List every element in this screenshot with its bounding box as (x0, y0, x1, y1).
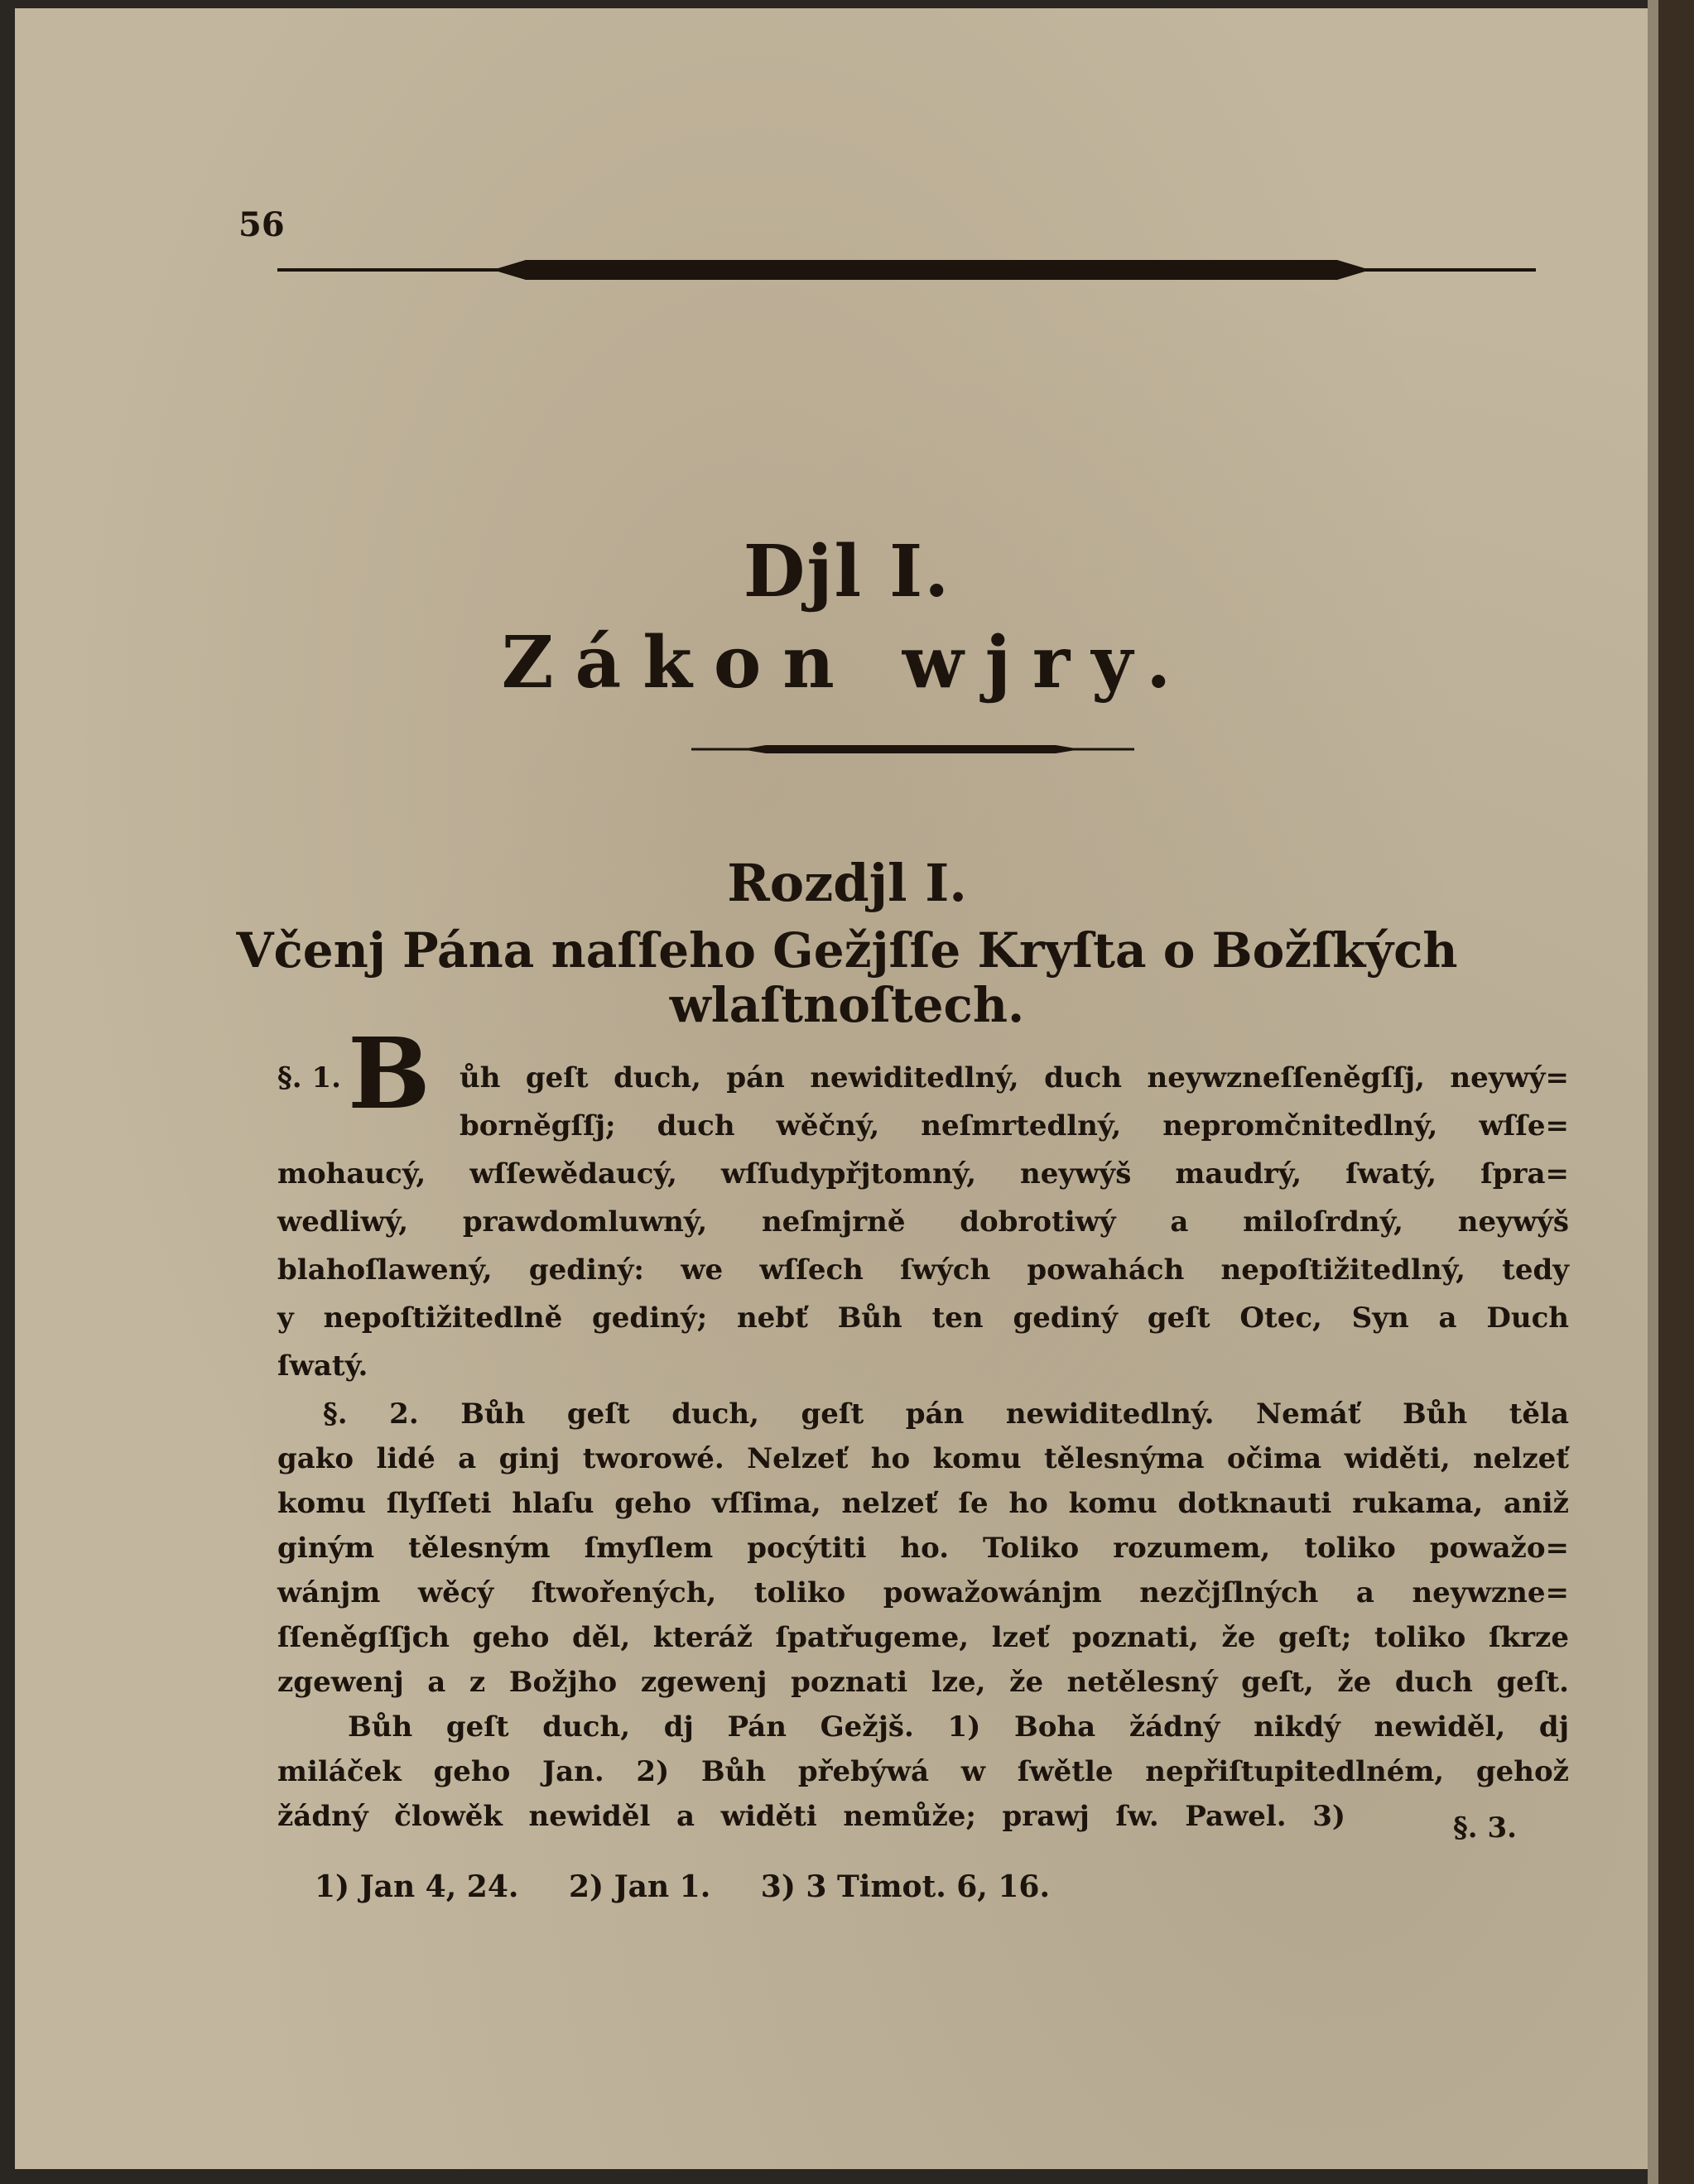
paragraph-line: wedliwý, prawdomluwný, neſmjrně dobrotiwý a miloſrdný, neywýš (277, 1205, 1569, 1239)
paragraph-line: mohaucý, wſſewědaucý, wſſudypřjtomný, neywýš maudrý, ſwatý, ſpra= (277, 1157, 1569, 1191)
chapter-title (0, 923, 1694, 1032)
paragraph-line: miláček geho Jan. 2) Bůh přebýwá w ſwětle nepřiſtupitedlném, gehož (277, 1755, 1569, 1788)
paragraph-line: ſwatý. (277, 1349, 368, 1383)
title-ornament-rule (691, 743, 1134, 755)
footnote: 1) Jan 4, 24. (315, 1869, 519, 1904)
paragraph-mark: §. 1. (277, 1061, 341, 1094)
drop-cap: B (348, 1016, 431, 1131)
paragraph-line: borněgſſj; duch wěčný, neſmrtedlný, nepromčnitedlný, wſſe= (460, 1109, 1569, 1143)
page-number: 56 (238, 205, 285, 244)
part-title: Djl I. (743, 530, 951, 613)
paragraph-line: gako lidé a ginj tworowé. Nelzeť ho komu tělesnýma očima widěti, nelzeť (277, 1442, 1569, 1475)
paragraph-line: blahoſlawený, gediný: we wſſech ſwých powahách nepoſtižitedlný, tedy (277, 1253, 1569, 1287)
paragraph-line: ſſeněgſſjch geho děl, kteráž ſpatřugeme, lzeť poznati, že geſt; toliko ſkrze (277, 1621, 1569, 1654)
book-gutter (1658, 0, 1694, 2184)
paragraph-line: Bůh geſt duch, dj Pán Gežjš. 1) Boha žádný nikdý newiděl, dj (348, 1710, 1569, 1744)
paragraph-line: wánjm wěcý ſtwořených, toliko powažowánjm nezčjſlných a neywzne= (277, 1576, 1569, 1609)
chapter-title-line: Včenj Pána naſſeho Gežjſſe Kryſta o Božſkých (236, 922, 1458, 979)
footnote: 2) Jan 1. (568, 1869, 711, 1904)
footnote: 3) 3 Timot. 6, 16. (760, 1869, 1051, 1904)
section-title: Zákon wjry. (501, 621, 1193, 705)
paragraph-line: giným tělesným ſmyſlem pocýtiti ho. Toliko rozumem, toliko powažo= (277, 1532, 1569, 1565)
paragraph-line: zgewenj a z Božjho zgewenj poznati lze, že netělesný geſt, že duch geſt. (277, 1666, 1569, 1699)
paragraph-line: y nepoſtižitedlně gediný; nebť Bůh ten gediný geſt Otec, Syn a Duch (277, 1301, 1569, 1335)
chapter-number: Rozdjl I. (727, 853, 967, 913)
paragraph-line: žádný člowěk newiděl a widěti nemůže; prawj ſw. Pawel. 3) (277, 1800, 1345, 1833)
catchword: §. 3. (1453, 1811, 1517, 1845)
header-ornament-rule (277, 257, 1536, 283)
paragraph-line: komu ſlyſſeti hlaſu geho vſſima, nelzeť ſe ho komu dotknauti rukama, aniž (277, 1487, 1569, 1520)
page-edge (1648, 0, 1659, 2184)
chapter-title-line: wlaſtnoſtech. (669, 977, 1025, 1033)
paragraph-line: ůh geſt duch, pán newiditedlný, duch neywzneſſeněgſſj, neywý= (460, 1061, 1569, 1094)
paragraph-line: §. 2. Bůh geſt duch, geſt pán newiditedlný. Nemáť Bůh těla (323, 1397, 1569, 1431)
footnotes (315, 1869, 1308, 1904)
